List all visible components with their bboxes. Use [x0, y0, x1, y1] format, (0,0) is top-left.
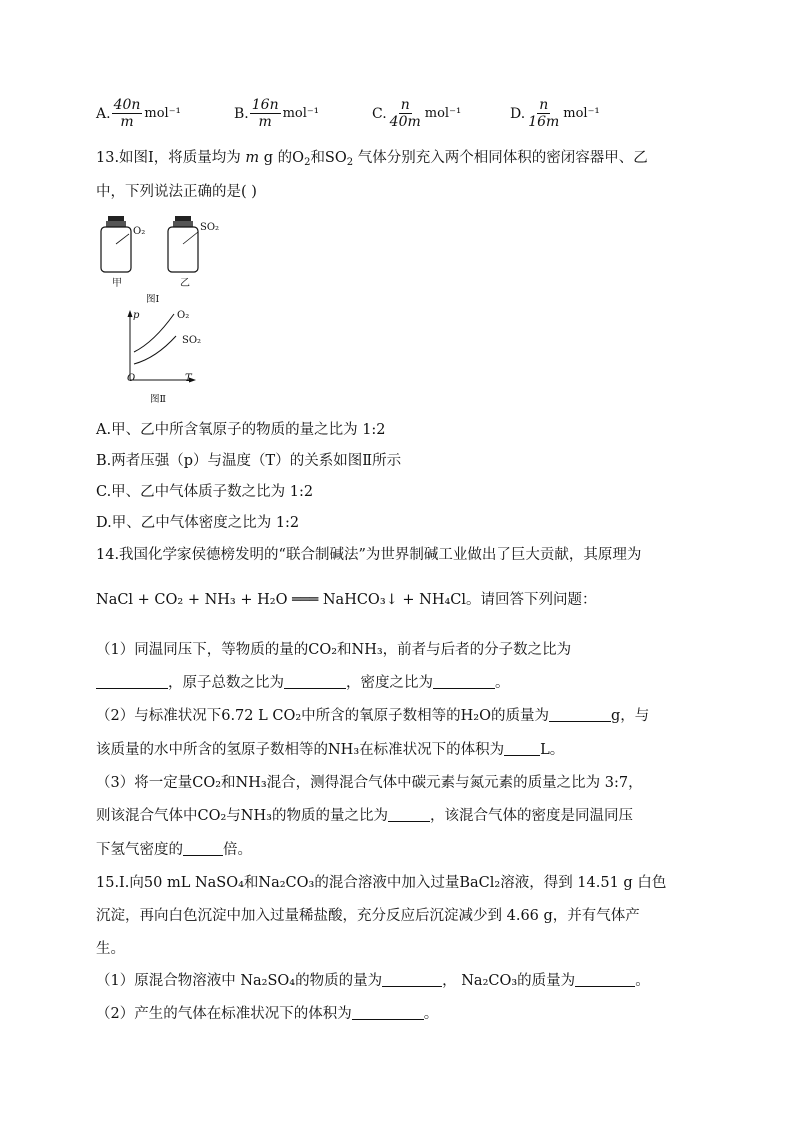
bottle-yi	[168, 216, 198, 272]
bottle2-gas-label: SO₂	[200, 222, 220, 233]
q14-text: ，该混合气体的密度是同温同压	[429, 808, 633, 824]
bottle-body	[168, 227, 198, 272]
q14-text: 则该混合气体中CO₂与NH₃的物质的量之比为	[96, 808, 388, 824]
q13-stem-line1	[96, 148, 648, 168]
q13-stem-text: 的O	[277, 150, 305, 166]
q14-part3-line3	[96, 840, 252, 860]
q14-text: 该质量的水中所含的氢原子数相等的NH₃在标准状况下的体积为	[96, 742, 505, 758]
option-letter: D.	[510, 105, 526, 122]
origin-label: O	[127, 373, 136, 384]
figure-1-caption: 图Ⅰ	[146, 294, 160, 305]
q14-text: 倍。	[223, 842, 252, 858]
subscript: 2	[304, 157, 311, 168]
q13-stem-text: 和SO	[310, 150, 347, 166]
y-axis-arrow	[128, 310, 133, 317]
subscript: 2	[346, 157, 354, 168]
answer-blank[interactable]	[504, 740, 540, 756]
numerator: n	[539, 97, 549, 113]
curve-so2	[134, 336, 176, 364]
unit: mol⁻¹	[563, 106, 600, 121]
bottle-cap	[108, 216, 124, 221]
bottle1-gas-label: O₂	[133, 226, 146, 237]
q15-text: （2）产生的气体在标准状况下的体积为	[96, 1006, 352, 1022]
q15-text: 。	[635, 973, 650, 989]
q14-text: （2）与标准状况下6.72 L CO₂中所含的氧原子数相等的H₂O的质量为	[96, 708, 549, 724]
answer-blank[interactable]	[284, 673, 346, 689]
q14-part3-line1: （3）将一定量CO₂和NH₃混合，测得混合气体中碳元素与氮元素的质量之比为 3:7，	[96, 775, 643, 791]
q13-choice-c: C.甲、乙中气体质子数之比为 1:2	[96, 484, 314, 500]
q14-part2-line2	[96, 740, 564, 760]
y-axis-label: p	[133, 310, 140, 321]
q15-text: ， Na₂CO₃的质量为	[442, 973, 576, 989]
q13-choice-d: D.甲、乙中气体密度之比为 1:2	[96, 515, 300, 531]
fraction	[526, 97, 561, 130]
option-d	[510, 97, 600, 130]
denominator: m	[120, 114, 134, 130]
answer-blank[interactable]	[575, 971, 635, 987]
q14-stem: 14.我国化学家侯德榜发明的“联合制碱法”为世界制碱工业做出了巨大贡献，其原理为	[96, 547, 642, 563]
q15-line1: 15.Ⅰ.向50 mL NaSO₄和Na₂CO₃的混合溶液中加入过量BaCl₂溶液，得到 14.51 g 白色	[96, 875, 667, 891]
answer-blank[interactable]	[382, 971, 442, 987]
chemical-equation: NaCl + CO₂ + NH₃ + H₂O ═══ NaHCO₃↓ + NH₄Cl	[96, 592, 467, 608]
unit: mol⁻¹	[282, 106, 319, 121]
q15-line3: 生。	[96, 941, 125, 957]
leader-line	[183, 232, 198, 244]
denominator: 16m	[528, 114, 560, 130]
q14-text: 下氢气密度的	[96, 842, 183, 858]
answer-blank[interactable]	[433, 673, 495, 689]
q13-stem-text: 13.如图Ⅰ，将质量均为	[96, 150, 241, 166]
answer-blank[interactable]	[388, 806, 430, 822]
bottle1-name: 甲	[112, 278, 122, 289]
q14-part1-line1: （1）同温同压下，等物质的量的CO₂和NH₃，前者与后者的分子数之比为	[96, 642, 572, 658]
answer-blank[interactable]	[549, 706, 611, 722]
numerator: n	[400, 97, 410, 113]
bottle-body	[101, 227, 131, 272]
x-axis-label: T	[185, 373, 192, 384]
answer-blank[interactable]	[183, 840, 223, 856]
answer-blank[interactable]	[352, 1004, 424, 1020]
q14-text: ，密度之比为	[346, 675, 433, 691]
fraction	[112, 97, 143, 130]
q14-text: g，与	[611, 708, 650, 724]
q14-part2-line1	[96, 706, 649, 726]
curve-o2	[134, 314, 174, 352]
option-letter: C.	[372, 105, 387, 122]
figure-2-caption: 图Ⅱ	[150, 394, 166, 405]
bottle-cap	[175, 216, 191, 221]
option-c	[372, 97, 461, 130]
q15-text: （1）原混合物溶液中 Na₂SO₄的物质的量为	[96, 973, 383, 989]
q14-prompt: 。请回答下列问题：	[466, 592, 597, 608]
option-b	[234, 97, 319, 130]
q14-part3-line2	[96, 806, 633, 826]
q13-stem-line2: 中，下列说法正确的是( )	[96, 184, 257, 200]
q13-choice-b: B.两者压强（p）与温度（T）的关系如图Ⅱ所示	[96, 453, 402, 469]
bottle-jia	[101, 216, 131, 272]
unit: mol⁻¹	[144, 106, 181, 121]
q14-equation-line	[96, 590, 597, 610]
q15-text: 。	[423, 1006, 439, 1022]
q15-line2: 沉淀，再向白色沉淀中加入过量稀盐酸，充分反应后沉淀减少到 4.66 g，并有气体产	[96, 908, 640, 924]
gram-unit: g	[263, 150, 274, 166]
numerator: 16n	[251, 97, 279, 113]
q14-text: ，原子总数之比为	[168, 675, 284, 691]
mass-symbol: m	[245, 150, 260, 166]
bottle-cap	[106, 221, 126, 227]
q13-stem-text: 气体分别充入两个相同体积的密闭容器甲、乙	[357, 150, 648, 166]
numerator: 40n	[113, 97, 141, 113]
q13-choice-a: A.甲、乙中所含氧原子的物质的量之比为 1:2	[96, 422, 386, 438]
denominator: m	[258, 114, 272, 130]
fraction	[388, 97, 423, 130]
answer-blank[interactable]	[96, 673, 168, 689]
q14-part1-line2	[96, 673, 510, 693]
q15-part2	[96, 1004, 438, 1024]
leader-line	[116, 234, 129, 244]
bottle2-name: 乙	[180, 278, 190, 289]
q14-text: 。	[495, 675, 510, 691]
fraction	[250, 97, 281, 130]
q15-part1	[96, 971, 650, 991]
option-letter: A.	[96, 105, 111, 122]
q14-text: L。	[540, 742, 565, 758]
denominator: 40m	[389, 114, 421, 130]
curve-o2-label: O₂	[177, 310, 190, 321]
curve-so2-label: SO₂	[182, 335, 202, 346]
option-a	[96, 97, 181, 130]
bottle-cap	[173, 221, 193, 227]
unit: mol⁻¹	[424, 106, 462, 121]
option-letter: B.	[234, 105, 249, 122]
